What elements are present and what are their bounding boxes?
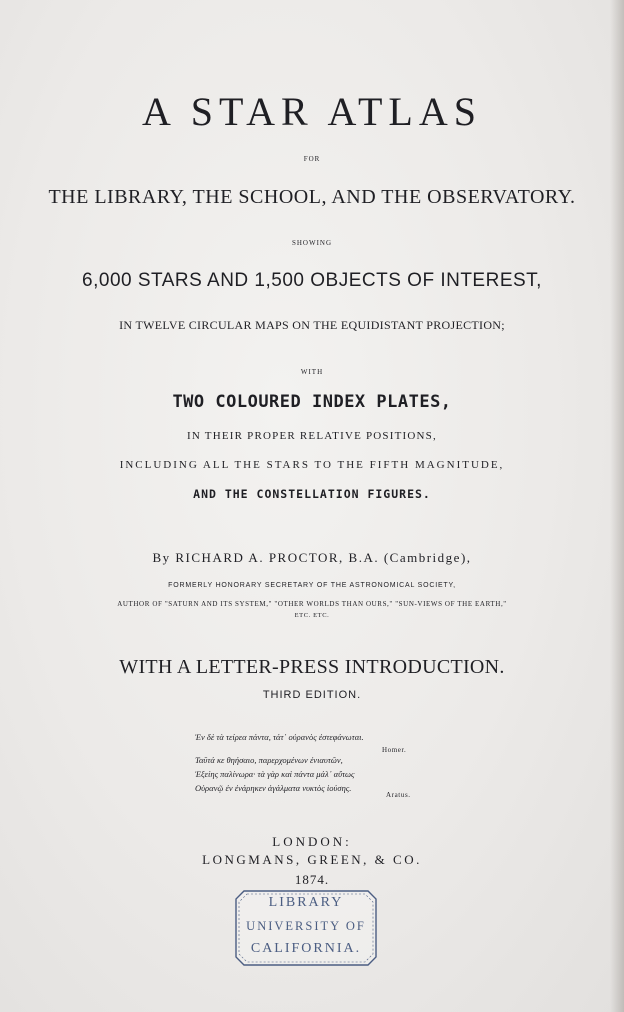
epigraph-citation-aratus: Aratus.: [386, 791, 411, 799]
subtitle: THE LIBRARY, THE SCHOOL, AND THE OBSERVATORY.: [48, 186, 576, 208]
stamp-line-1: LIBRARY: [268, 895, 344, 910]
library-stamp: [234, 889, 378, 967]
book-title: A STAR ATLAS: [142, 89, 482, 134]
epigraph-line-3: Ἑξείης παλίνωρα· τὰ γὰρ καὶ πάντα μάλ᾽ αὔτως: [195, 769, 355, 779]
edition-label: THIRD EDITION.: [262, 689, 362, 701]
constellation-line: AND THE CONSTELLATION FIGURES.: [193, 487, 431, 501]
plates-line: TWO COLOURED INDEX PLATES,: [172, 392, 452, 412]
author-line: By RICHARD A. PROCTOR, B.A. (Cambridge),: [152, 550, 472, 565]
publisher-city: LONDON:: [272, 834, 352, 849]
for-label: FOR: [303, 155, 321, 163]
with-label: WITH: [300, 368, 324, 376]
publication-year: 1874.: [294, 872, 330, 887]
magnitude-line: INCLUDING ALL THE STARS TO THE FIFTH MAGNITUDE,: [119, 459, 505, 471]
showing-label: SHOWING: [291, 239, 333, 247]
publisher-name: LONGMANS, GREEN, & CO.: [202, 852, 422, 867]
introduction-line: WITH A LETTER-PRESS INTRODUCTION.: [119, 656, 505, 678]
maps-line: IN TWELVE CIRCULAR MAPS ON THE EQUIDISTANT PROJECTION;: [119, 318, 505, 332]
stamp-line-3: CALIFORNIA.: [250, 941, 362, 956]
credential-line-3: ETC. ETC.: [294, 612, 330, 619]
stars-line: 6,000 STARS AND 1,500 OBJECTS OF INTEREST,: [82, 270, 542, 291]
stamp-line-2: UNIVERSITY OF: [246, 919, 366, 933]
positions-line: IN THEIR PROPER RELATIVE POSITIONS,: [187, 430, 437, 442]
credential-line-2: AUTHOR OF "SATURN AND ITS SYSTEM," "OTHER WORLDS THAN OURS," "SUN-VIEWS OF THE EARTH,": [117, 600, 507, 608]
epigraph-line-1: Ἐν δὲ τὰ τείρεα πάντα, τάτ᾽ οὐρανὸς ἐστεφάνωται.: [195, 732, 364, 742]
epigraph-line-4: Οὐρανῷ ἐν ἐνάρηκεν ἀγάλματα νυκτὸς ἰούσης.: [195, 783, 352, 793]
credential-line-1: FORMERLY HONORARY SECRETARY OF THE ASTRONOMICAL SOCIETY,: [168, 582, 456, 589]
epigraph-citation-homer: Homer.: [382, 746, 407, 754]
epigraph-line-2: Ταῦτά κε θηήσαιο, παρερχομένων ἐνιαυτῶν,: [195, 755, 343, 765]
